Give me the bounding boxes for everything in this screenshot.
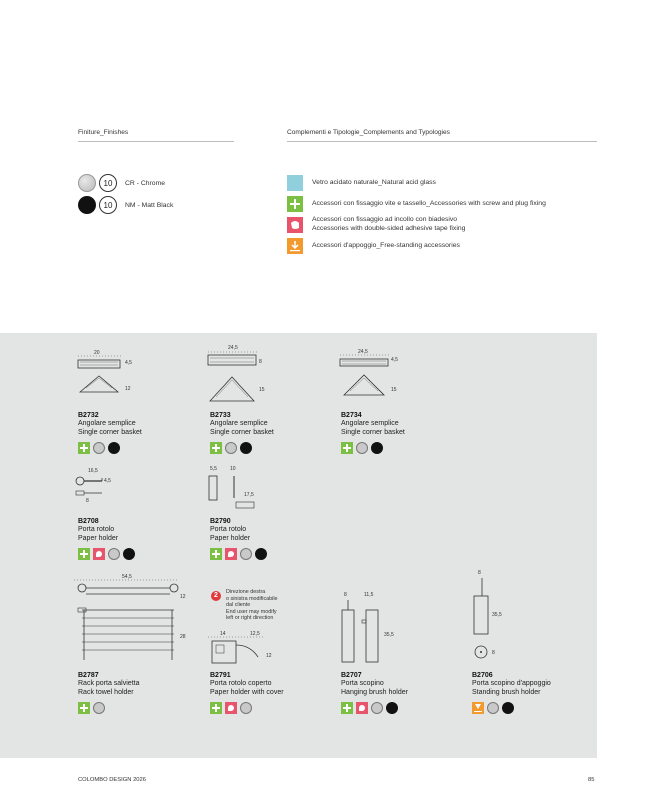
product-options: [210, 702, 284, 714]
dimension-label: 8: [259, 359, 262, 365]
dimension-label: 17,5: [244, 492, 254, 498]
dimension-label: 28: [180, 634, 186, 640]
product-name-en: Single corner basket: [341, 428, 405, 436]
chrome-swatch: [93, 702, 105, 714]
chrome-swatch: [93, 442, 105, 454]
product-code: B2734: [341, 412, 362, 419]
product-options: [78, 442, 142, 454]
product-options: [472, 702, 551, 714]
legend-adhesive: [287, 216, 465, 233]
note-line: End user may modify: [226, 608, 277, 615]
chrome-swatch: [371, 702, 383, 714]
legend-line-it: Accessori con fissaggio ad incollo con biadesivo: [312, 216, 458, 223]
screw-plug-icon: [210, 702, 222, 714]
standing-brush-holder-drawing: [466, 568, 508, 662]
dimension-label: 24,5: [228, 345, 238, 351]
hanging-brush-holder-drawing: [336, 590, 400, 666]
product-code: B2791: [210, 672, 231, 679]
dimension-label: 5,5: [210, 466, 217, 472]
dimension-label: 8: [344, 592, 347, 598]
product-name-it: Angolare semplice: [210, 420, 268, 427]
product-name-en: Single corner basket: [78, 428, 142, 436]
finish-badge: 10: [99, 196, 117, 214]
product-name-it: Rack porta salvietta: [78, 680, 140, 687]
product-B2706: [472, 672, 551, 714]
product-name-it: Porta rotolo coperto: [210, 680, 272, 687]
product-name-en: Single corner basket: [210, 428, 274, 436]
product-name-it: Porta scopino d'appoggio: [472, 680, 551, 687]
complements-divider: [287, 141, 597, 142]
adhesive-tape-icon: [93, 548, 105, 560]
dimension-label: 15: [391, 387, 397, 393]
matt-black-swatch: [240, 442, 252, 454]
product-name-it: Angolare semplice: [341, 420, 399, 427]
adhesive-tape-icon: [287, 217, 303, 233]
product-options: [210, 548, 267, 560]
screw-plug-icon: [341, 702, 353, 714]
note-line: o sinistra modificabile: [226, 595, 278, 602]
screw-plug-icon: [78, 702, 90, 714]
footer-brand: COLOMBO DESIGN 2026: [78, 777, 146, 783]
screw-plug-icon: [210, 442, 222, 454]
product-name-en: Paper holder: [78, 534, 119, 542]
legend-glass: [287, 175, 436, 191]
legend-free-standing: [287, 238, 460, 254]
matt-black-swatch: [108, 442, 120, 454]
dimension-label: 4,5: [104, 478, 111, 484]
matt-black-swatch: [255, 548, 267, 560]
product-name-it: Porta rotolo: [210, 526, 247, 533]
legend-text: Accessori con fissaggio vite e tassello_Accessories with screw and plug fixing: [312, 199, 546, 207]
product-B2732: [78, 412, 142, 454]
product-name-en: Paper holder: [210, 534, 251, 542]
chrome-swatch: [356, 442, 368, 454]
matt-black-swatch: [502, 702, 514, 714]
screw-plug-icon: [78, 548, 90, 560]
chrome-swatch: [240, 548, 252, 560]
matt-black-swatch: [386, 702, 398, 714]
finish-badge: 10: [99, 174, 117, 192]
screw-plug-icon: [78, 442, 90, 454]
legend-screw: [287, 196, 546, 212]
matt-black-swatch: [123, 548, 135, 560]
dimension-label: 4,5: [391, 357, 398, 363]
product-name-en: Rack towel holder: [78, 688, 134, 696]
adhesive-tape-icon: [225, 702, 237, 714]
dimension-label: 35,5: [492, 612, 502, 618]
paper-holder-drawing: [204, 464, 256, 512]
dimension-label: 16,5: [88, 468, 98, 474]
product-code: B2732: [78, 412, 99, 419]
legend-line-en: Accessories with double-sided adhesive tape fixing: [312, 224, 466, 232]
screw-plug-icon: [341, 442, 353, 454]
dimension-label: 54,5: [122, 574, 132, 580]
chrome-swatch: [240, 702, 252, 714]
finish-label: NM - Matt Black: [125, 201, 174, 209]
product-B2733: [210, 412, 274, 454]
product-B2707: [341, 672, 408, 714]
note-line: Direzione destra: [226, 589, 266, 595]
product-B2791: [210, 672, 284, 714]
finish-label: CR - Chrome: [125, 179, 166, 187]
legend-text: [312, 216, 465, 233]
covered-paper-holder-drawing: [204, 627, 274, 669]
page-number: 85: [588, 777, 595, 783]
adhesive-tape-icon: [356, 702, 368, 714]
product-options: [210, 442, 274, 454]
dimension-label: 12: [125, 386, 131, 392]
finishes-divider: [78, 141, 234, 142]
product-code: B2706: [472, 672, 493, 679]
screw-plug-icon: [287, 196, 303, 212]
note-line: left or right direction: [226, 615, 274, 622]
chrome-swatch: [108, 548, 120, 560]
dimension-label: 20: [94, 350, 100, 356]
complements-header: Complementi e Tipologie_Complements and Typologies: [287, 129, 450, 136]
product-B2708: [78, 518, 135, 560]
dimension-label: 10: [230, 466, 236, 472]
dimension-label: 8: [478, 570, 481, 576]
corner-basket-drawing: [70, 350, 130, 406]
product-code: B2733: [210, 412, 231, 419]
dimension-label: 15: [259, 387, 265, 393]
finishes-header: Finiture_Finishes: [78, 129, 129, 136]
dimension-label: 12,5: [250, 631, 260, 637]
dimension-label: 11,5: [364, 592, 374, 598]
corner-basket-drawing: [336, 347, 400, 407]
product-B2790: [210, 518, 267, 560]
product-code: B2708: [78, 518, 99, 525]
dimension-label: 8: [86, 498, 89, 504]
legend-text: Vetro acidato naturale_Natural acid glass: [312, 178, 436, 186]
product-name-it: Porta scopino: [341, 680, 384, 687]
note-line: dal cliente: [226, 602, 251, 609]
product-name-it: Porta rotolo: [78, 526, 115, 533]
product-B2734: [341, 412, 405, 454]
product-name-en: Standing brush holder: [472, 688, 541, 696]
dimension-label: 4,5: [125, 360, 132, 366]
direction-note-icon: 2: [211, 591, 221, 601]
chrome-swatch: [225, 442, 237, 454]
screw-plug-icon: [210, 548, 222, 560]
glass-icon: [287, 175, 303, 191]
product-code: B2707: [341, 672, 362, 679]
product-B2787: [78, 672, 139, 714]
legend-text: Accessori d'appoggio_Free-standing accessories: [312, 241, 460, 249]
paper-holder-drawing: [72, 466, 122, 510]
product-code: B2790: [210, 518, 231, 525]
product-name-en: Hanging brush holder: [341, 688, 408, 696]
product-options: [341, 442, 405, 454]
product-name-en: Paper holder with cover: [210, 688, 284, 696]
dimension-label: 12: [266, 653, 272, 659]
product-name-it: Angolare semplice: [78, 420, 136, 427]
finish-chrome: [78, 174, 165, 192]
finish-matt-black: [78, 196, 173, 214]
chrome-swatch: [487, 702, 499, 714]
product-options: [78, 702, 139, 714]
free-standing-icon: [472, 702, 484, 714]
matt-black-swatch: [78, 196, 96, 214]
towel-rack-drawing: [70, 570, 186, 666]
matt-black-swatch: [371, 442, 383, 454]
chrome-swatch: [78, 174, 96, 192]
dimension-label: 24,5: [358, 349, 368, 355]
dimension-label: 35,5: [384, 632, 394, 638]
adhesive-tape-icon: [225, 548, 237, 560]
dimension-label: 8: [492, 650, 495, 656]
dimension-label: 12: [180, 594, 186, 600]
free-standing-icon: [287, 238, 303, 254]
product-code: B2787: [78, 672, 99, 679]
product-options: [78, 548, 135, 560]
dimension-label: 14: [220, 631, 226, 637]
corner-basket-drawing: [204, 343, 264, 409]
product-options: [341, 702, 408, 714]
direction-note: [226, 589, 306, 622]
